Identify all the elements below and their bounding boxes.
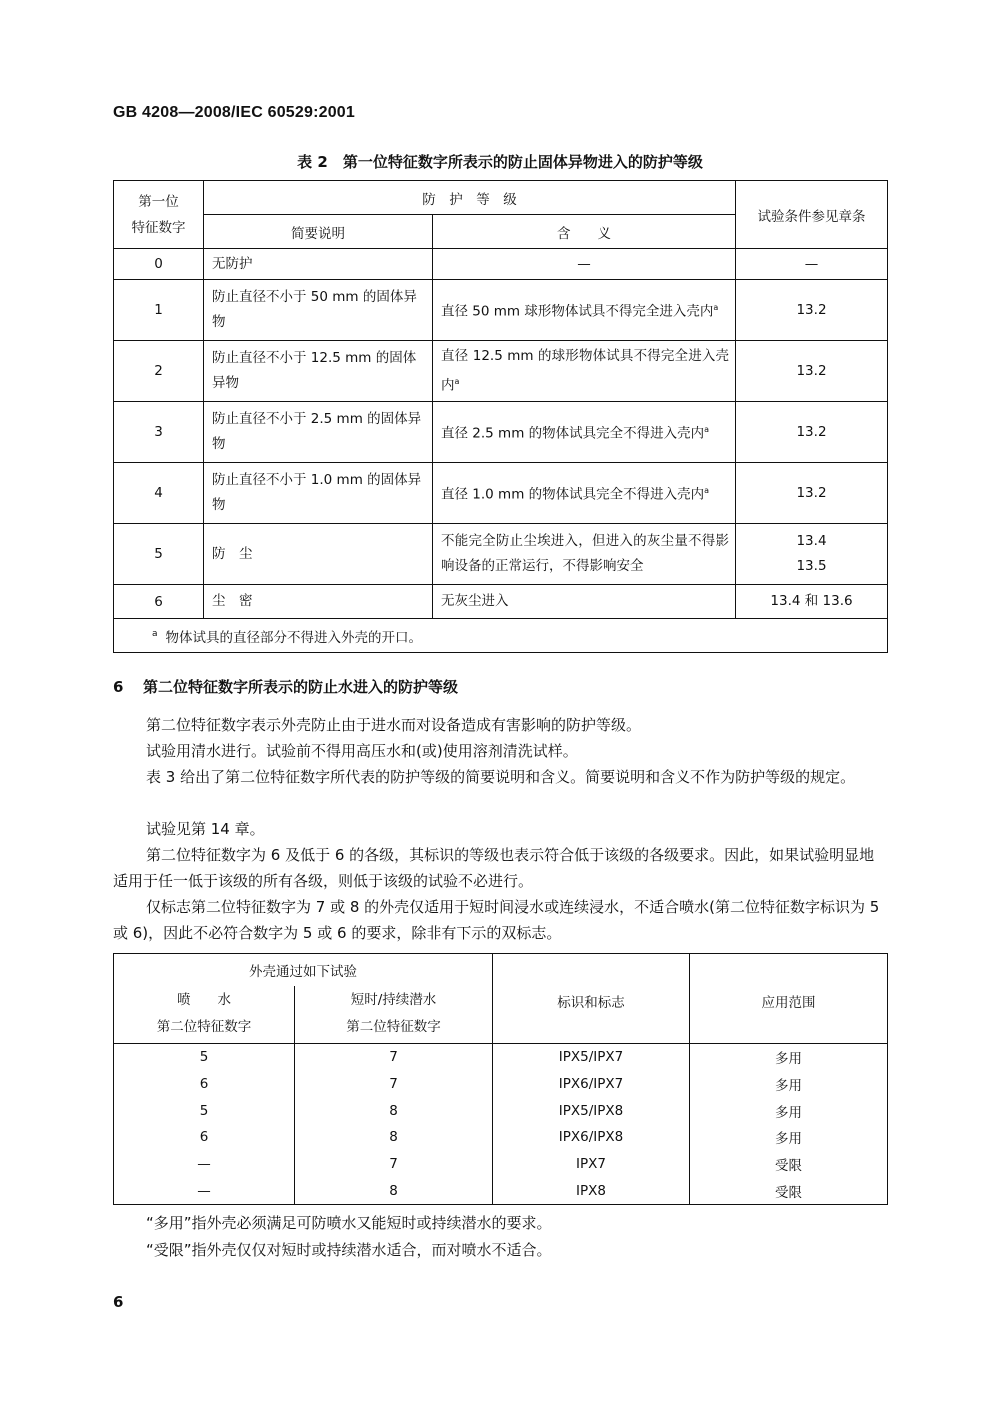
row-brief: 防止直径不小于 2.5 mm 的固体异物 [204,402,433,463]
cell-scope: 多用 [690,1097,888,1124]
header-spray: 喷 水 第二位特征数字 [114,986,295,1044]
page-number: 6 [113,1293,124,1311]
table-row [114,1151,888,1178]
table-row [114,402,888,463]
footnote-marker: a [704,425,710,435]
row-meaning: 不能完全防止尘埃进入，但进入的灰尘量不得影响设备的正常运行，不得影响安全 [433,524,736,585]
paragraph: 试验见第 14 章。 [146,820,265,838]
section-heading [113,676,458,697]
row-ref: 13.2 [736,280,888,341]
section-title: 第二位特征数字所表示的防止水进入的防护等级 [143,678,459,696]
cell-marking: IPX6/IPX7 [493,1071,690,1098]
cell-scope: 多用 [690,1071,888,1098]
table-row [114,341,888,402]
cell-spray: 5 [114,1097,295,1124]
paragraph: 试验用清水进行。试验前不得用高压水和(或)使用溶剂清洗试样。 [146,742,578,760]
header-meaning: 含 义 [433,215,736,249]
row-ref: — [736,249,888,280]
row-ref: 13.2 [736,463,888,524]
table-row [114,524,888,585]
row-digit: 2 [114,341,204,402]
cell-scope: 多用 [690,1124,888,1151]
document-header: GB 4208—2008/IEC 60529:2001 [113,104,356,121]
row-brief: 尘 密 [204,585,433,619]
row-ref: 13.4 和 13.6 [736,585,888,619]
cell-marking: IPX8 [493,1177,690,1204]
table-row [114,249,888,280]
row-brief: 防 尘 [204,524,433,585]
row-brief: 无防护 [204,249,433,280]
header-digit: 第一位 特征数字 [114,181,204,249]
cell-immersion: 7 [295,1151,493,1178]
table-footnote: $^a$ 物体试具的直径部分不得进入外壳的开口。 [114,619,888,653]
cell-immersion: 8 [295,1097,493,1124]
header-scope: 应用范围 [690,954,888,1044]
cell-scope: 多用 [690,1044,888,1071]
table-row [114,1097,888,1124]
row-digit: 1 [114,280,204,341]
footnote-marker: a [454,376,460,386]
paragraph: 仅标志第二位特征数字为 7 或 8 的外壳仅适用于短时间浸水或连续浸水，不适合喷水(第二位特征数字标识为 5 或 6)，因此不必符合数字为 5 或 6 的要求，除非有下示的双标志。 [113,898,880,942]
table-row [114,463,888,524]
cell-marking: IPX6/IPX8 [493,1124,690,1151]
header-group: 外壳通过如下试验 [114,954,493,986]
row-meaning: 直径 1.0 mm 的物体试具完全不得进入壳内$^a$ [433,463,736,524]
table-3 [113,953,888,1205]
cell-spray: 6 [114,1071,295,1098]
header-protection: 防 护 等 级 [204,181,736,215]
row-ref: 13.2 [736,341,888,402]
cell-spray: 6 [114,1124,295,1151]
paragraph: 表 3 给出了第二位特征数字所代表的防护等级的简要说明和含义。简要说明和含义不作为防护等级的规定。 [146,768,856,786]
paragraph: 第二位特征数字为 6 及低于 6 的各级，其标识的等级也表示符合低于该级的各级要求。因此，如果试验明显地适用于任一低于该级的所有各级，则低于该级的试验不必进行。 [113,846,875,890]
cell-immersion: 8 [295,1124,493,1151]
cell-spray: — [114,1177,295,1204]
row-meaning: — [433,249,736,280]
row-ref: 13.2 [736,402,888,463]
table-row [114,1177,888,1204]
note-paragraph: “受限”指外壳仅仅对短时或持续潜水适合，而对喷水不适合。 [146,1241,552,1259]
row-digit: 6 [114,585,204,619]
cell-marking: IPX5/IPX7 [493,1044,690,1071]
cell-marking: IPX7 [493,1151,690,1178]
header-marking: 标识和标志 [493,954,690,1044]
row-ref: 13.4 13.5 [736,524,888,585]
header-brief: 简要说明 [204,215,433,249]
cell-spray: — [114,1151,295,1178]
cell-scope: 受限 [690,1177,888,1204]
table-row [114,1044,888,1071]
cell-spray: 5 [114,1044,295,1071]
header-immersion: 短时/持续潜水 第二位特征数字 [295,986,493,1044]
table-2 [113,180,888,653]
cell-immersion: 7 [295,1044,493,1071]
table-row [114,1071,888,1098]
paragraph: 第二位特征数字表示外壳防止由于进水而对设备造成有害影响的防护等级。 [146,716,642,734]
footnote-marker: a [713,303,719,313]
table-2-title: 表 2 第一位特征数字所表示的防止固体异物进入的防护等级 [297,153,703,171]
row-meaning: 直径 12.5 mm 的球形物体试具不得完全进入壳内$^a$ [433,341,736,402]
section-number: 6 [113,678,124,696]
table-row [114,585,888,619]
footnote-mark: a [152,629,158,639]
footnote-marker: a [704,486,710,496]
row-digit: 0 [114,249,204,280]
row-digit: 5 [114,524,204,585]
table-row [114,1124,888,1151]
row-digit: 3 [114,402,204,463]
header-test-ref: 试验条件参见章条 [736,181,888,249]
row-digit: 4 [114,463,204,524]
row-brief: 防止直径不小于 50 mm 的固体异物 [204,280,433,341]
cell-immersion: 8 [295,1177,493,1204]
row-brief: 防止直径不小于 12.5 mm 的固体异物 [204,341,433,402]
cell-scope: 受限 [690,1151,888,1178]
cell-immersion: 7 [295,1071,493,1098]
row-meaning: 直径 2.5 mm 的物体试具完全不得进入壳内$^a$ [433,402,736,463]
row-meaning: 直径 50 mm 球形物体试具不得完全进入壳内$^a$ [433,280,736,341]
note-paragraph: “多用”指外壳必须满足可防喷水又能短时或持续潜水的要求。 [146,1214,552,1232]
table-row [114,280,888,341]
row-brief: 防止直径不小于 1.0 mm 的固体异物 [204,463,433,524]
row-meaning: 无灰尘进入 [433,585,736,619]
cell-marking: IPX5/IPX8 [493,1097,690,1124]
